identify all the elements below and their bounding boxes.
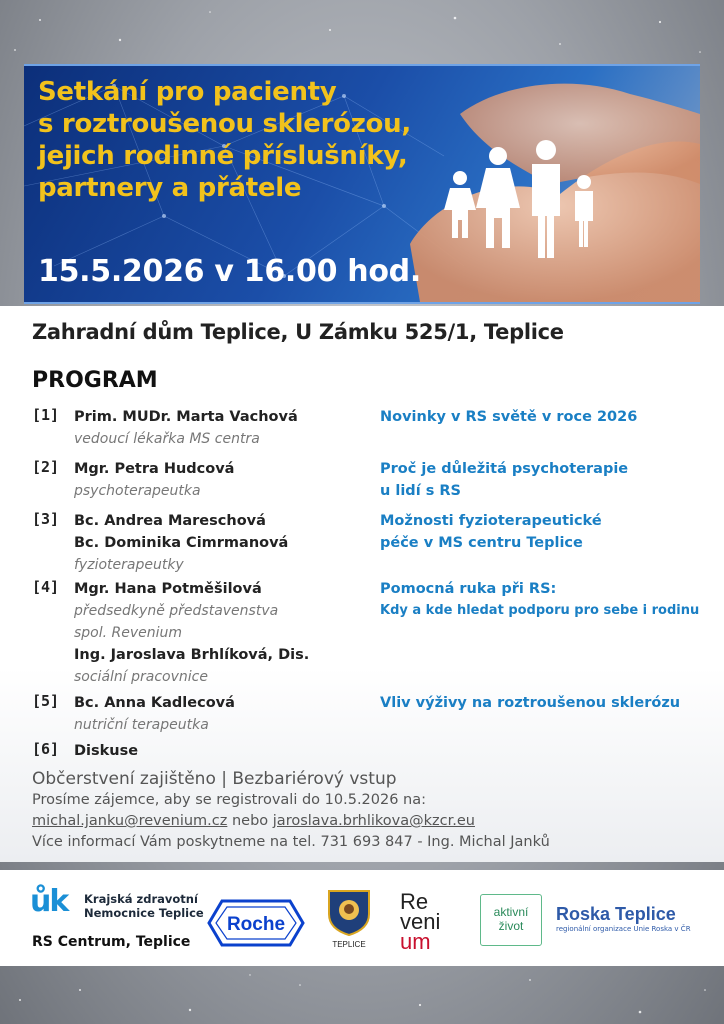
headline-line-3: jejich rodinné příslušníky, [38,141,408,171]
roche-logo [206,898,306,948]
speaker-role: psychoterapeutka [74,483,201,499]
headline [38,76,411,204]
family-in-hands-illustration [400,74,700,302]
revenium-logo [400,889,441,954]
talk-topic: Novinky v RS světě v roce 2026 [380,409,638,425]
speaker-name: Bc. Andrea Mareschová [74,513,266,529]
speaker-role: nutriční terapeutka [74,717,209,733]
speaker-role: vedoucí lékařka MS centra [74,431,260,447]
roche-text: Roche [226,914,286,935]
speaker-name: Mgr. Petra Hudcová [74,461,235,477]
item-number: [3] [32,510,60,528]
headline-line-1: Setkání pro pacienty [38,77,337,107]
revenium-line-1: Re [400,889,429,914]
event-date-time: 15.5.2026 v 16.00 hod. [38,254,421,289]
event-info [32,768,712,853]
talk-topic-line-2: péče v MS centru Teplice [380,535,583,551]
program-panel [0,306,724,862]
aktivni-line-2: život [498,919,524,933]
rs-centrum-label: RS Centrum, Teplice [32,934,191,950]
speaker-name: Prim. MUDr. Marta Vachová [74,409,298,425]
teplice-caption: TEPLICE [332,940,366,949]
item-number: [5] [32,692,60,710]
teplice-crest-icon [326,888,372,936]
speaker-name: Mgr. Hana Potměšilová [74,581,262,597]
kzn-name [84,892,204,920]
speaker-organization: spol. Revenium [74,625,183,641]
talk-topic: Vliv výživy na roztroušenou sklerózu [380,695,681,711]
registration-emails [32,811,712,832]
venue-address: Zahradní dům Teplice, U Zámku 525/1, Teplice [32,320,564,344]
speaker-role: předsedkyně představenstva [74,603,279,619]
aktivni-zivot-logo [480,894,542,946]
talk-topic-line-2: u lidí s RS [380,483,461,499]
program-title: PROGRAM [32,368,158,393]
partner-logos [0,870,724,966]
kzn-logo [30,884,67,919]
discussion-label: Diskuse [74,743,139,759]
headline-line-2: s roztroušenou sklerózou, [38,109,411,139]
kzn-line-1: Krajská zdravotní [84,892,198,906]
talk-topic: Pomocná ruka při RS: [380,581,557,597]
headline-line-4: partnery a přátele [38,173,302,203]
item-number: [6] [32,740,60,758]
speaker-name: Bc. Anna Kadlecová [74,695,235,711]
contact-note: Více informací Vám poskytneme na tel. 731 693 847 - Ing. Michal Janků [32,834,550,850]
email-link-janku[interactable]: michal.janku@revenium.cz [32,813,228,829]
kzn-line-2: Nemocnice Teplice [84,906,204,920]
item-number: [1] [32,406,60,424]
header-banner [24,64,700,304]
revenium-line-2: veni [400,909,441,934]
talk-topic-line-1: Možnosti fyzioterapeutické [380,513,602,529]
roska-title: Roska Teplice [556,904,676,924]
item-number: [4] [32,578,60,596]
refreshments-note: Občerstvení zajištěno | Bezbariérový vstup [32,769,397,789]
speaker-name: Ing. Jaroslava Brhlíková, Dis. [74,647,310,663]
talk-subtopic: Kdy a kde hledat podporu pro sebe i rodinu [380,603,700,618]
item-number: [2] [32,458,60,476]
email-link-brhlikova[interactable]: jaroslava.brhlikova@kzcr.eu [272,813,475,829]
email-joiner: nebo [227,813,273,829]
speaker-role: sociální pracovnice [74,669,208,685]
revenium-line-3: um [400,929,431,954]
speaker-role: fyzioterapeutky [74,557,184,573]
talk-topic-line-1: Proč je důležitá psychoterapie [380,461,629,477]
aktivni-line-1: aktivní [493,905,529,919]
registration-note: Prosíme zájemce, aby se registrovali do 10.5.2026 na: [32,792,427,808]
roska-logo [556,904,691,933]
roska-subtitle: regionální organizace Unie Roska v ČR [556,925,691,933]
kzn-mark-icon: ůk [30,884,68,919]
speaker-name: Bc. Dominika Cimrmanová [74,535,289,551]
